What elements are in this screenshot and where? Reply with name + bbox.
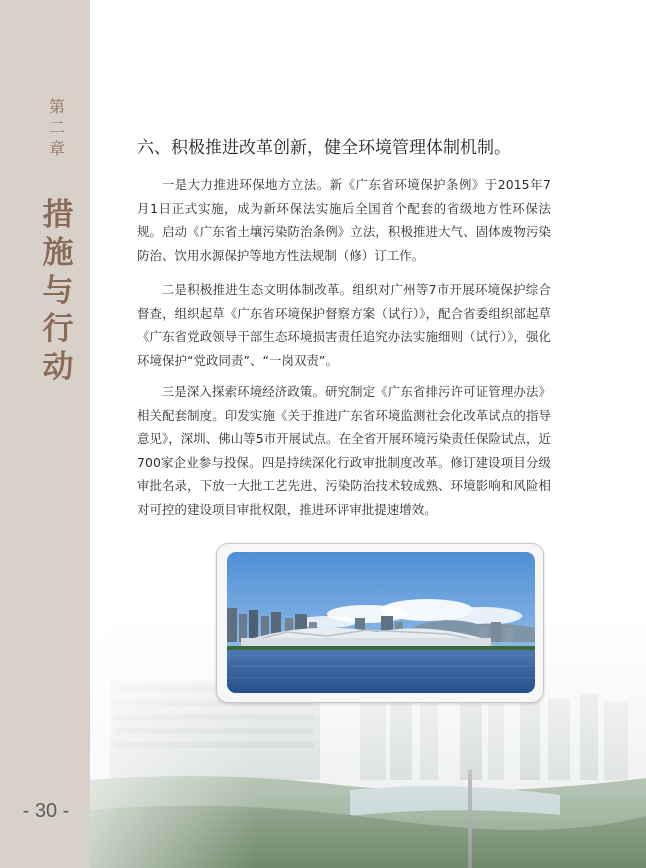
photo-frame	[216, 543, 544, 703]
page-number: - 30 -	[22, 800, 70, 822]
paragraph-legislation: 一是大力推进环保地方立法。新《广东省环境保护条例》于2015年7月1日正式实施，成为新环保法实施后全国首个配套的省级地方性环保法规。启动《广东省土壤污染防治条例》立法，积极推进大气、固体废物污染防治、饮用水源保护等地方性法规制（修）订工作。	[137, 177, 551, 263]
chapter-label: 第二章	[48, 97, 65, 158]
chapter-sidebar	[0, 0, 90, 868]
paragraph-reform: 二是积极推进生态文明体制改革。组织对广州等7市开展环境保护综合督查，组织起草《广东省环境保护督察方案（试行）》，配合省委组织部起草《广东省党政领导干部生态环境损害责任追究办法实施细则（试行）》，强化环境保护“党政同责”、“一岗双责”。	[137, 282, 551, 368]
paragraph-economic-policy: 三是深入探索环境经济政策。研究制定《广东省排污许可证管理办法》相关配套制度。印发实施《关于推进广东省环境监测社会化改革试点的指导意见》，深圳、佛山等5市开展试点。在全省开展环境污染责任保险试点，近700家企业参与投保。四是持续深化行政审批制度改革。修订建设项目分级审批名录，下放一大批工艺先进、污染防治技术较成熟、环境影响和风险相对可控的建设项目审批权限，推进环评审批提速增效。	[137, 384, 551, 517]
stadium-waterfront-photo	[227, 552, 535, 693]
section-heading: 六、积极推进改革创新，健全环境管理体制机制。	[137, 138, 511, 158]
chapter-title: 措施与行动	[42, 197, 74, 385]
